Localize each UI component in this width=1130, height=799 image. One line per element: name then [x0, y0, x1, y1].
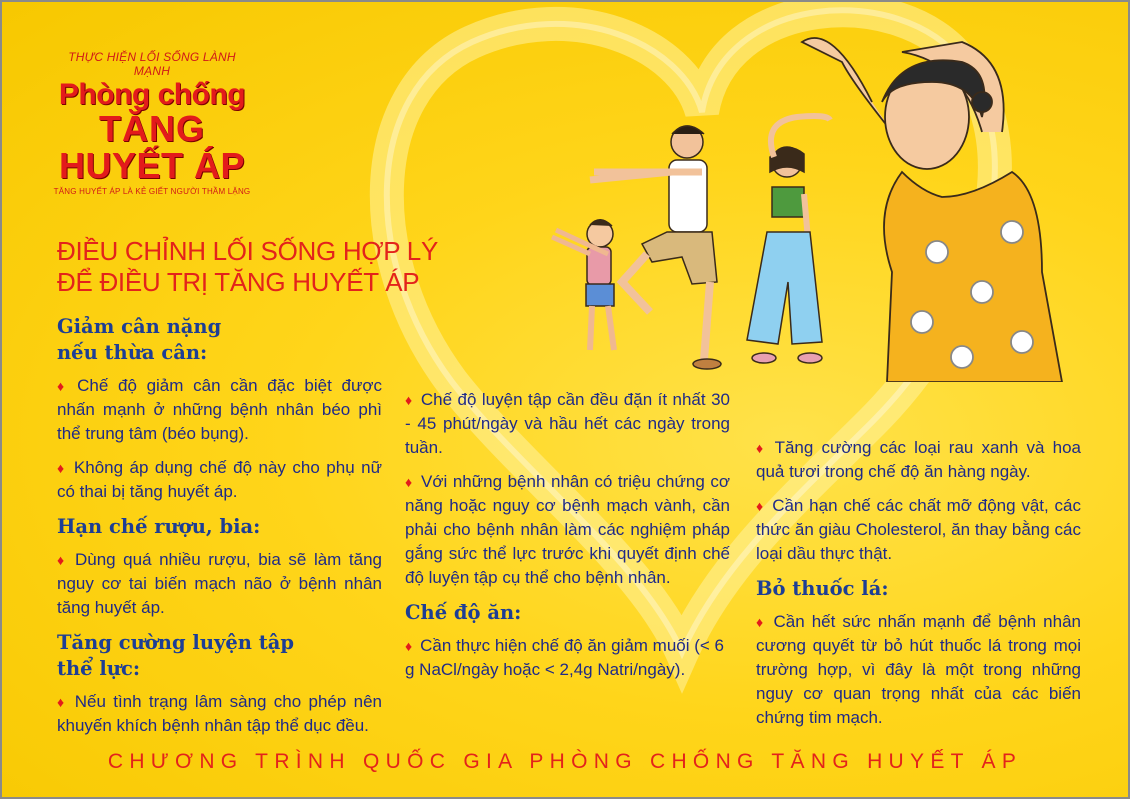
paragraph-text: Tăng cường các loại rau xanh và hoa quả tươi trong chế độ ăn hàng ngày. [756, 438, 1081, 481]
bullet-diamond-icon: ♦ [405, 638, 413, 654]
paragraph [57, 456, 382, 504]
bullet-diamond-icon: ♦ [57, 552, 67, 568]
paragraph [57, 548, 382, 620]
paragraph-text: Chế độ giảm cân cần đặc biệt được nhấn mạnh ở những bệnh nhân béo phì thể trung tâm (béo bụng). [57, 376, 382, 443]
main-title-line-1: ĐIỀU CHỈNH LỐI SỐNG HỢP LÝ [57, 236, 438, 266]
bullet-diamond-icon: ♦ [57, 378, 70, 394]
paragraph-text: Nếu tình trạng lâm sàng cho phép nên khuyến khích bệnh nhân tập thể dục đều. [57, 692, 382, 735]
paragraph [405, 470, 730, 590]
bullet-diamond-icon: ♦ [57, 460, 66, 476]
paragraph-text: Không áp dụng chế độ này cho phụ nữ có thai bị tăng huyết áp. [57, 458, 382, 501]
column-2 [405, 388, 730, 692]
paragraph-text: Cần hết sức nhấn mạnh để bệnh nhân cương quyết từ bỏ hút thuốc lá trong mọi trường hợp, vì đây là một trong những nguy cơ quan trọng nhất của các biến chứng tim mạch. [756, 612, 1081, 727]
bullet-diamond-icon: ♦ [756, 498, 765, 514]
footer-program-name: CHƯƠNG TRÌNH QUỐC GIA PHÒNG CHỐNG TĂNG HUYẾT ÁP [107, 750, 1023, 773]
child-figure [552, 220, 614, 350]
paragraph [405, 388, 730, 460]
logo [52, 50, 252, 196]
logo-line-3: HUYẾT ÁP [58, 145, 246, 186]
paragraph-text: Cần hạn chế các chất mỡ động vật, các thức ăn giàu Cholesterol, ăn thay bằng các loại dầu thực thật. [756, 496, 1081, 563]
logo-subtitle: TĂNG HUYẾT ÁP LÀ KẺ GIẾT NGƯỜI THẦM LẶNG [53, 187, 251, 196]
paragraph [57, 690, 382, 738]
exercising-family-illustration [542, 22, 1102, 382]
paragraph-text: Dùng quá nhiều rượu, bia sẽ làm tăng nguy cơ tai biến mạch não ở bệnh nhân tăng huyết áp. [57, 550, 382, 617]
paragraph [405, 634, 730, 682]
paragraph-text: Với những bệnh nhân có triệu chứng cơ năng hoặc nguy cơ bệnh mạch vành, cần phải cho bệnh nhân làm các nghiệm pháp gắng sức thể lực trước khi quyết định chế độ luyện tập cụ thể cho bệnh nhân. [405, 472, 730, 587]
heading-exercise [57, 630, 382, 682]
heading-quit-smoking: Bỏ thuốc lá: [756, 577, 889, 600]
bullet-diamond-icon: ♦ [405, 474, 413, 490]
logo-line-2: TĂNG [99, 108, 205, 149]
bullet-diamond-icon: ♦ [405, 392, 413, 408]
logo-tagline: THỰC HIỆN LỐI SỐNG LÀNH MẠNH [68, 50, 236, 78]
bullet-diamond-icon: ♦ [57, 694, 67, 710]
main-title-line-2: ĐỂ ĐIỀU TRỊ TĂNG HUYẾT ÁP [57, 267, 420, 297]
heading-exercise-line-2: thể lực: [57, 657, 141, 680]
heading-limit-alcohol: Hạn chế rượu, bia: [57, 515, 261, 538]
column-3 [756, 436, 1081, 740]
paragraph [756, 436, 1081, 484]
bullet-diamond-icon: ♦ [756, 614, 766, 630]
heading-diet: Chế độ ăn: [405, 601, 522, 624]
heading-weight-loss [57, 314, 382, 366]
heading-weight-loss-line-2: nếu thừa cân: [57, 341, 208, 364]
heading-exercise-line-1: Tăng cường luyện tập [57, 631, 294, 654]
heading-weight-loss-line-1: Giảm cân nặng [57, 315, 222, 338]
logo-line-1: Phòng chống [58, 78, 246, 111]
column-1 [57, 314, 382, 748]
paragraph [756, 610, 1081, 730]
girl-figure [747, 116, 830, 363]
paragraph [756, 494, 1081, 566]
paragraph-text: Cần thực hiện chế độ ăn giảm muối (< 6 g NaCl/ngày hoặc < 2,4g Natri/ngày). [405, 636, 725, 679]
paragraph-text: Chế độ luyện tập cần đều đặn ít nhất 30 - 45 phút/ngày và hầu hết các ngày trong tuần. [405, 390, 730, 457]
bullet-diamond-icon: ♦ [756, 440, 767, 456]
main-title [57, 236, 438, 298]
paragraph [57, 374, 382, 446]
mother-figure [802, 38, 1062, 382]
